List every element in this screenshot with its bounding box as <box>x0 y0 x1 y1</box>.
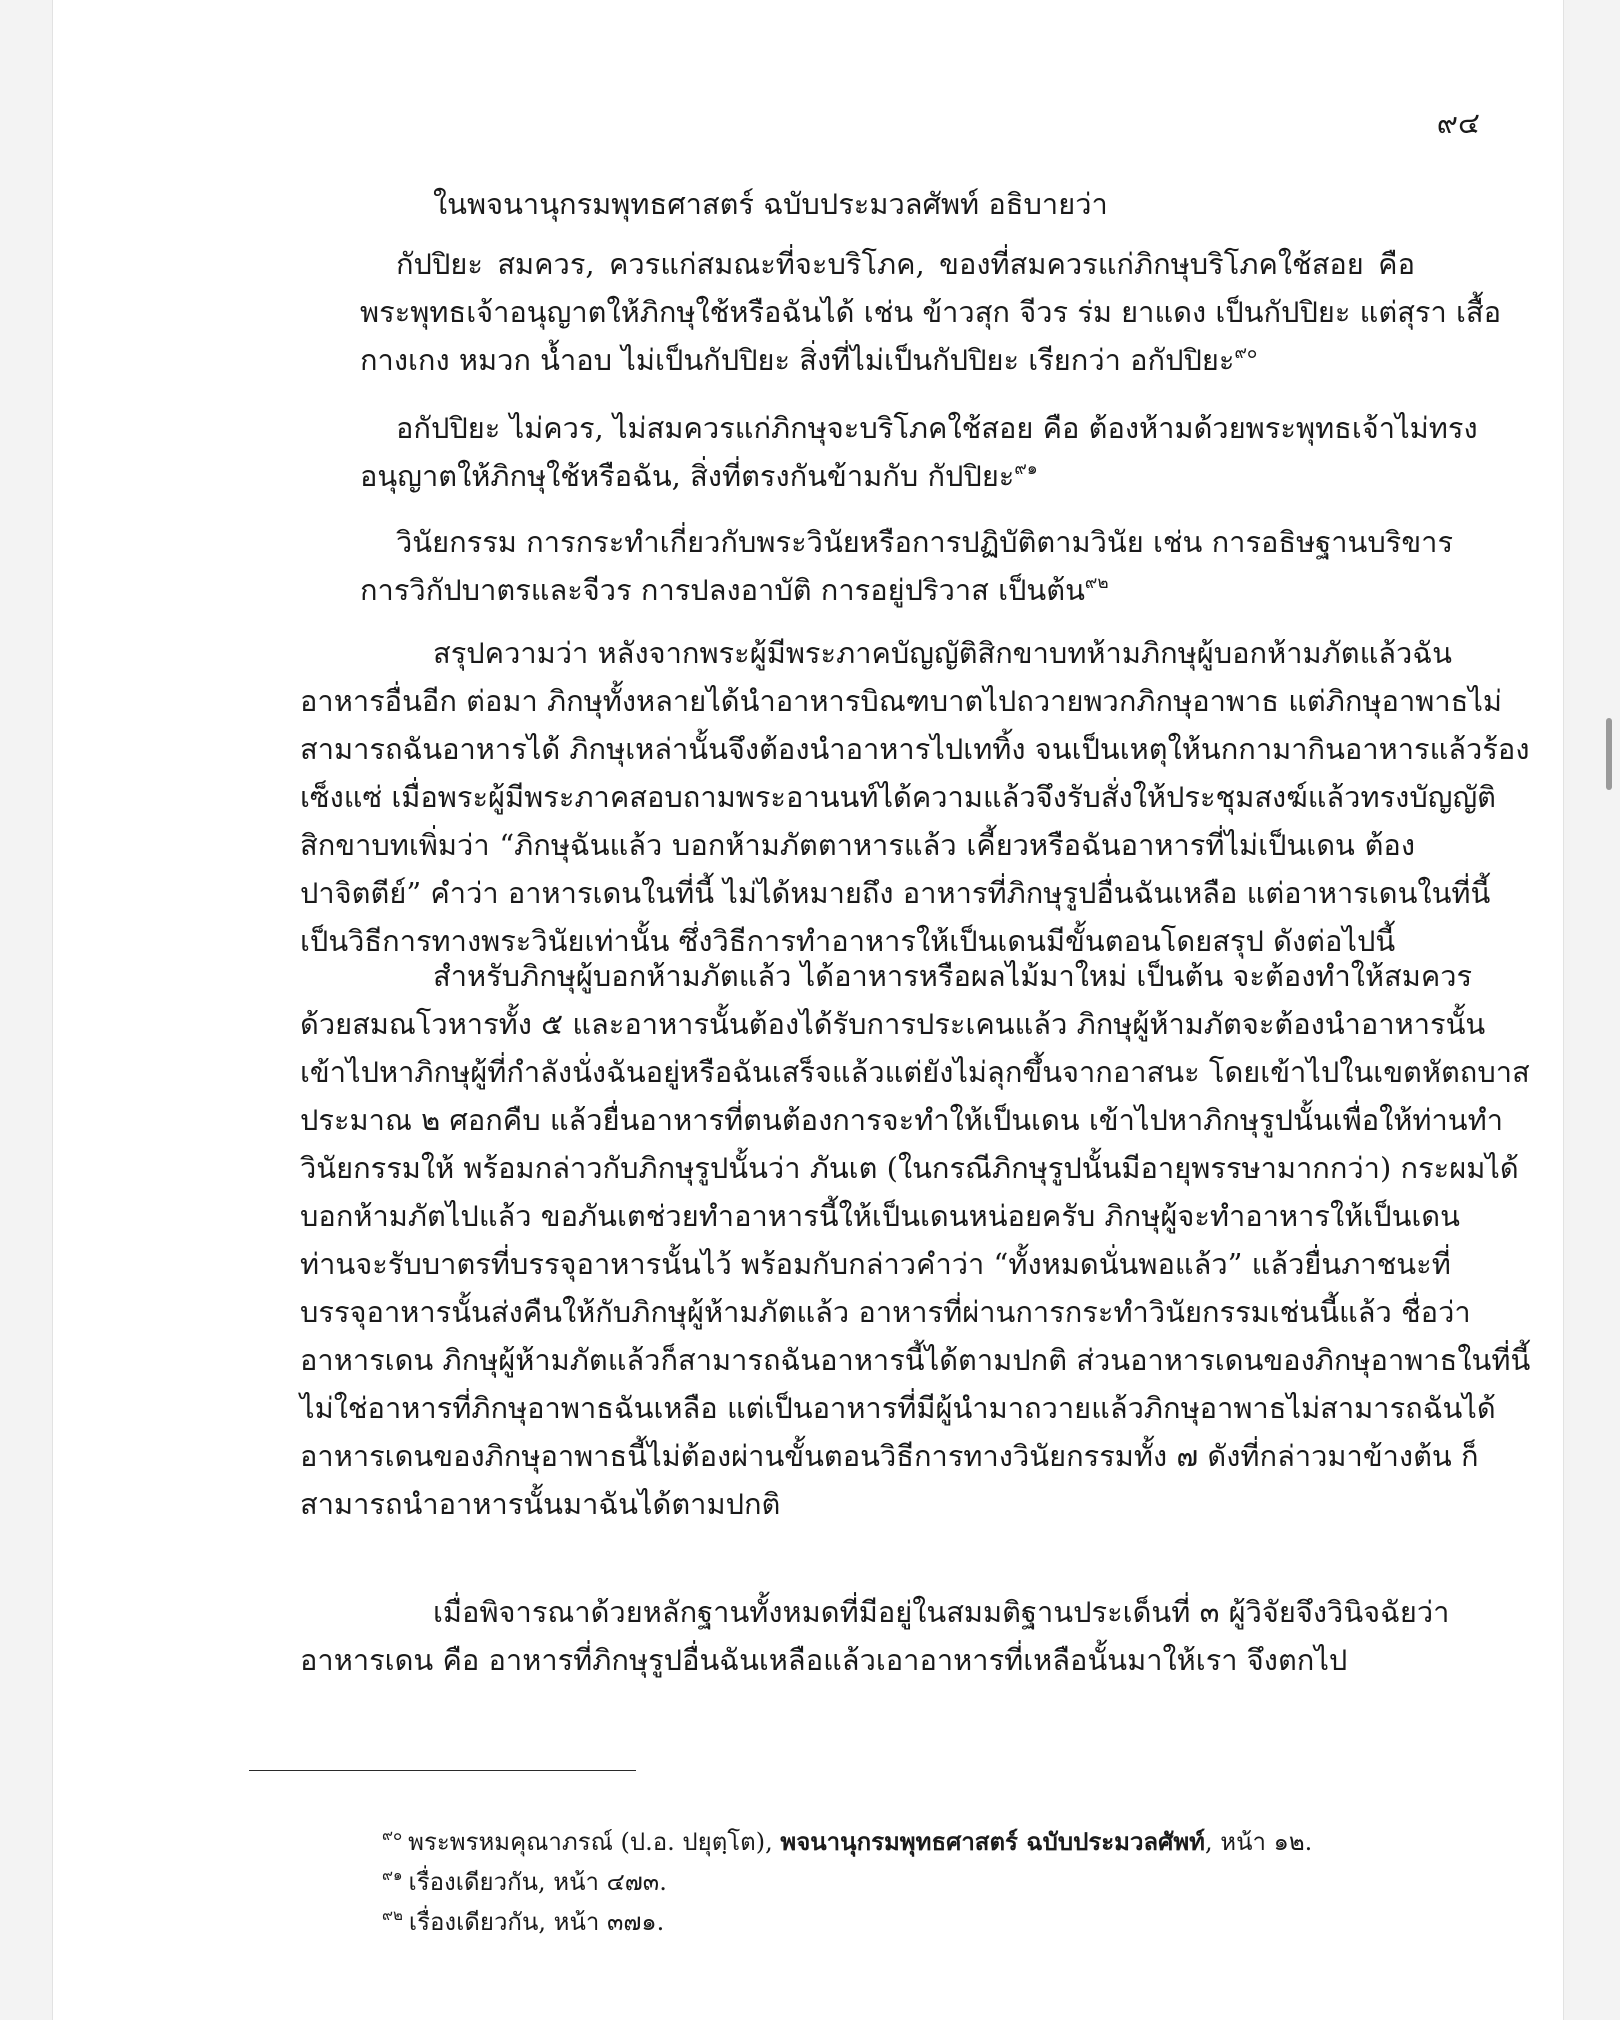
paragraph-line: สรุปความว่า หลังจากพระผู้มีพระภาคบัญญัติสิกขาบทห้ามภิกษุผู้บอกห้ามภัตแล้วฉัน <box>433 636 1452 670</box>
definition-line: อกัปปิยะ ไม่ควร, ไม่สมควรแก่ภิกษุจะบริโภคใช้สอย คือ ต้องห้ามด้วยพระพุทธเจ้าไม่ทรง <box>396 411 1478 445</box>
footnote-book-title: พจนานุกรมพุทธศาสตร์ ฉบับประมวลศัพท์ <box>780 1827 1205 1856</box>
paragraph-procedure <box>300 952 1531 1528</box>
definition-line: วินัยกรรม การกระทำเกี่ยวกับพระวินัยหรือการปฏิบัติตามวินัย เช่น การอธิษฐานบริขาร <box>396 525 1454 559</box>
footnote-mark: ๙๐ <box>382 1826 403 1844</box>
paragraph-line: ปาจิตตีย์” คำว่า อาหารเดนในที่นี้ ไม่ได้หมายถึง อาหารที่ภิกษุรูปอื่นฉันเหลือ แต่อาหารเดนในที่นี้ <box>300 876 1491 910</box>
footnotes <box>382 1822 1312 1942</box>
definition-line: กัปปิยะ สมควร, ควรแก่สมณะที่จะบริโภค, ของที่สมควรแก่ภิกษุบริโภคใช้สอย คือ <box>396 247 1415 281</box>
footnote-ref[interactable]: ๙๐ <box>1234 343 1258 363</box>
paragraph-line: อาหารเดน ภิกษุผู้ห้ามภัตแล้วก็สามารถฉันอาหารนี้ได้ตามปกติ ส่วนอาหารเดนของภิกษุอาพาธในที่นี้ <box>300 1343 1531 1377</box>
footnote-91: $^{๙๑}$ เรื่องเดียวกัน, หน้า ๔๗๓. <box>382 1866 667 1896</box>
paragraph-line: เข้าไปหาภิกษุผู้ที่กำลังนั่งฉันอยู่หรือฉันเสร็จแล้วแต่ยังไม่ลุกขึ้นจากอาสนะ โดยเข้าไปในเขตหัตถบาส <box>300 1055 1530 1089</box>
paragraph-line: เมื่อพิจารณาด้วยหลักฐานทั้งหมดที่มีอยู่ในสมมติฐานประเด็นที่ ๓ ผู้วิจัยจึงวินิจฉัยว่า <box>433 1595 1450 1629</box>
paragraph-line: วินัยกรรมให้ พร้อมกล่าวกับภิกษุรูปนั้นว่า ภันเต (ในกรณีภิกษุรูปนั้นมีอายุพรรษามากกว่า) กระผมได้ <box>300 1151 1519 1185</box>
paragraph-line: ท่านจะรับบาตรที่บรรจุอาหารนั้นไว้ พร้อมกับกล่าวคำว่า “ทั้งหมดนั่นพอแล้ว” แล้วยื่นภาชนะที่ <box>300 1247 1451 1281</box>
paragraph-conclusion <box>300 1588 1450 1684</box>
paragraph-line: ด้วยสมณโวหารทั้ง ๕ และอาหารนั้นต้องได้รับการประเคนแล้ว ภิกษุผู้ห้ามภัตจะต้องนำอาหารนั้น <box>300 1007 1486 1041</box>
paragraph-line: เซ็งแซ่ เมื่อพระผู้มีพระภาคสอบถามพระอานนท์ได้ความแล้วจึงรับสั่งให้ประชุมสงฆ์แล้วทรงบัญญัติ <box>300 780 1496 814</box>
footnote-mark: ๙๒ <box>382 1906 403 1924</box>
vertical-scrollbar[interactable] <box>1606 718 1612 790</box>
paragraph-line: อาหารเดนของภิกษุอาพาธนี้ไม่ต้องผ่านขั้นตอนวิธีการทางวินัยกรรมทั้ง ๗ ดังที่กล่าวมาข้างต้น ก็ <box>300 1439 1479 1473</box>
paragraph-line: สามารถฉันอาหารได้ ภิกษุเหล่านั้นจึงต้องนำอาหารไปเททิ้ง จนเป็นเหตุให้นกกามากินอาหารแล้วร้อง <box>300 732 1530 766</box>
definition-line: พระพุทธเจ้าอนุญาตให้ภิกษุใช้หรือฉันได้ เช่น ข้าวสุก จีวร ร่ม ยาแดง เป็นกัปปิยะ แต่สุรา เสื้อ <box>360 295 1501 329</box>
footnote-divider <box>249 1770 636 1771</box>
definition-vinayakamma <box>360 518 1454 614</box>
footnote-92: $^{๙๒}$ เรื่องเดียวกัน, หน้า ๓๗๑. <box>382 1906 665 1936</box>
paragraph-line: ประมาณ ๒ ศอกคืบ แล้วยื่นอาหารที่ตนต้องการจะทำให้เป็นเดน เข้าไปหาภิกษุรูปนั้นเพื่อให้ท่านทำ <box>300 1103 1504 1137</box>
intro-text: ในพจนานุกรมพุทธศาสตร์ ฉบับประมวลศัพท์ อธิบายว่า <box>433 187 1108 221</box>
paragraph-summary <box>300 629 1530 965</box>
footnote-90: $^{๙๐}$ พระพรหมคุณาภรณ์ (ป.อ. ปยุตฺโต), พจนานุกรมพุทธศาสตร์ ฉบับประมวลศัพท์, หน้า ๑๒. <box>382 1826 1313 1856</box>
definition-line: การวิกัปบาตรและจีวร การปลงอาบัติ การอยู่ปริวาส เป็นต้น$^{๙๒}$ <box>360 573 1109 607</box>
paragraph-line: อาหารเดน คือ อาหารที่ภิกษุรูปอื่นฉันเหลือแล้วเอาอาหารที่เหลือนั้นมาให้เรา จึงตกไป <box>300 1643 1348 1677</box>
definition-akappiya <box>360 404 1478 500</box>
paragraph-line: สำหรับภิกษุผู้บอกห้ามภัตแล้ว ได้อาหารหรือผลไม้มาใหม่ เป็นต้น จะต้องทำให้สมควร <box>433 959 1473 993</box>
paragraph-line: บรรจุอาหารนั้นส่งคืนให้กับภิกษุผู้ห้ามภัตแล้ว อาหารที่ผ่านการกระทำวินัยกรรมเช่นนี้แล้ว ชื่อว่า <box>300 1295 1471 1329</box>
definition-line: กางเกง หมวก น้ำอบ ไม่เป็นกัปปิยะ สิ่งที่ไม่เป็นกัปปิยะ เรียกว่า อกัปปิยะ$^{๙๐}$ <box>360 343 1258 377</box>
paragraph-line: สิกขาบทเพิ่มว่า “ภิกษุฉันแล้ว บอกห้ามภัตตาหารแล้ว เคี้ยวหรือฉันอาหารที่ไม่เป็นเดน ต้อง <box>300 828 1415 862</box>
footnote-ref[interactable]: ๙๑ <box>1014 459 1038 479</box>
paragraph-line: ไม่ใช่อาหารที่ภิกษุอาพาธฉันเหลือ แต่เป็นอาหารที่มีผู้นำมาถวายแล้วภิกษุอาพาธไม่สามารถฉันได้ <box>300 1391 1496 1425</box>
definition-line: อนุญาตให้ภิกษุใช้หรือฉัน, สิ่งที่ตรงกันข้ามกับ กัปปิยะ$^{๙๑}$ <box>360 459 1038 493</box>
paragraph-line: อาหารอื่นอีก ต่อมา ภิกษุทั้งหลายได้นำอาหารบิณฑบาตไปถวายพวกภิกษุอาพาธ แต่ภิกษุอาพาธไม่ <box>300 684 1503 718</box>
page-number: ๙๔ <box>1436 106 1480 140</box>
intro-line <box>433 180 1108 228</box>
footnote-mark: ๙๑ <box>382 1866 403 1884</box>
paragraph-line: บอกห้ามภัตไปแล้ว ขอภันเตช่วยทำอาหารนี้ให้เป็นเดนหน่อยครับ ภิกษุผู้จะทำอาหารให้เป็นเดน <box>300 1199 1460 1233</box>
definition-kappiya <box>360 240 1501 384</box>
paragraph-line: เป็นวิธีการทางพระวินัยเท่านั้น ซึ่งวิธีการทำอาหารให้เป็นเดนมีขั้นตอนโดยสรุป ดังต่อไปนี้ <box>300 924 1396 958</box>
footnote-ref[interactable]: ๙๒ <box>1084 573 1109 593</box>
paragraph-line: สามารถนำอาหารนั้นมาฉันได้ตามปกติ <box>300 1487 781 1521</box>
